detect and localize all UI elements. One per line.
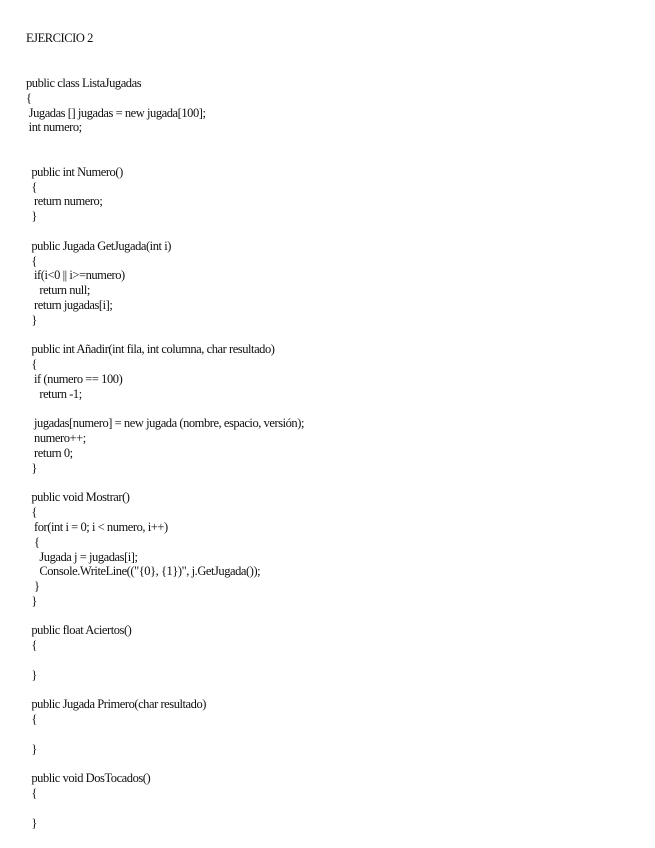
code-line: { (26, 253, 37, 268)
code-line: { (26, 712, 37, 727)
code-line (26, 727, 304, 742)
code-line: } (26, 312, 37, 327)
code-line: return numero; (26, 194, 103, 209)
code-line (26, 653, 304, 668)
code-listing (26, 76, 304, 831)
code-line: public int Añadir(int fila, int columna, char resultado) (26, 342, 275, 357)
code-line (26, 150, 304, 165)
code-line: } (26, 667, 37, 682)
code-line (26, 402, 304, 417)
code-line (26, 757, 304, 772)
code-line: { (26, 638, 37, 653)
code-line (26, 224, 304, 239)
code-line: for(int i = 0; i < numero, i++) (26, 519, 168, 534)
code-line: { (26, 505, 37, 520)
code-line: return 0; (26, 445, 73, 460)
code-line: } (26, 209, 37, 224)
code-line: Jugadas [] jugadas = new jugada[100]; (26, 105, 206, 120)
code-line: jugadas[numero] = new jugada (nombre, espacio, versión); (26, 416, 304, 431)
code-line (26, 328, 304, 343)
code-line: int numero; (26, 120, 82, 135)
code-line: if(i<0 || i>=numero) (26, 268, 125, 283)
code-line (26, 476, 304, 491)
code-line: { (26, 357, 37, 372)
code-line (26, 135, 304, 150)
code-line: } (26, 460, 37, 475)
code-line (26, 801, 304, 816)
code-line: Jugada j = jugadas[i]; (26, 549, 138, 564)
code-line: public void DosTocados() (26, 771, 151, 786)
code-line: public class ListaJugadas (26, 76, 142, 90)
code-line: { (26, 534, 40, 549)
code-line: Console.WriteLine(("{0}, {1})", j.GetJugada()); (26, 564, 261, 579)
code-line: public Jugada Primero(char resultado) (26, 697, 206, 712)
code-line: } (26, 741, 37, 756)
code-line: } (26, 579, 40, 594)
code-line: return jugadas[i]; (26, 297, 113, 312)
code-line: public float Aciertos() (26, 623, 132, 638)
code-line: return null; (26, 283, 90, 298)
code-line (26, 609, 304, 624)
code-line: public int Numero() (26, 164, 123, 179)
code-line: public void Mostrar() (26, 490, 130, 505)
code-line: if (numero == 100) (26, 371, 123, 386)
code-line: public Jugada GetJugada(int i) (26, 238, 171, 253)
code-line: { (26, 90, 32, 105)
code-line (26, 683, 304, 698)
document-title: EJERCICIO 2 (26, 31, 93, 45)
code-line: return -1; (26, 386, 82, 401)
code-line: numero++; (26, 431, 86, 446)
code-line: } (26, 815, 37, 830)
code-line: } (26, 593, 37, 608)
code-line: { (26, 786, 37, 801)
code-line: { (26, 179, 37, 194)
